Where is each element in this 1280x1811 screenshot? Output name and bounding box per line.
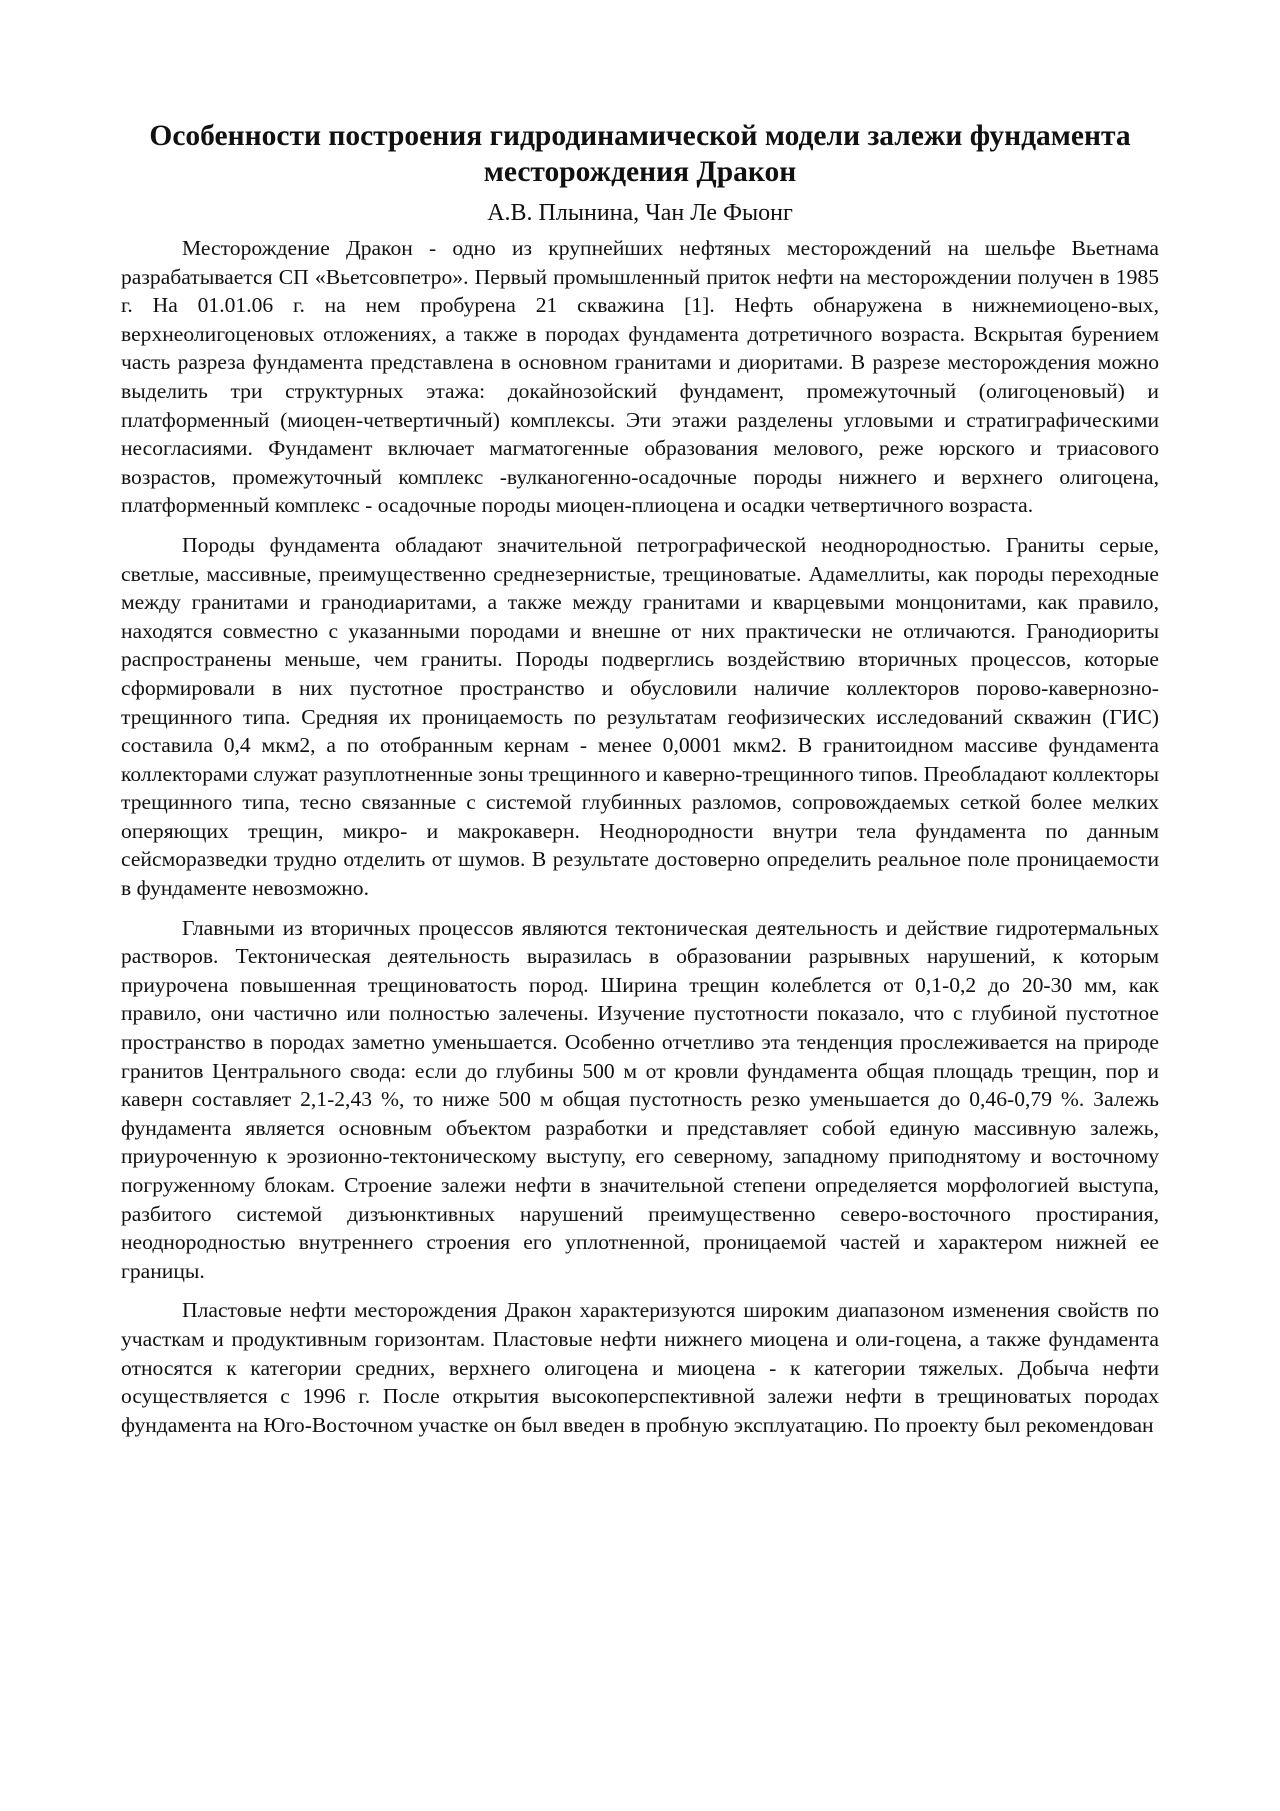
article-title: Особенности построения гидродинамической модели залежи фундамента месторождения Дракон xyxy=(149,120,1131,188)
paragraph-1: Месторождение Дракон - одно из крупнейших нефтяных месторождений на шельфе Вьетнама разрабатывается СП «Вьетсовпетро». Первый промышленный приток нефти на месторождении получен в 1985 г. На 01.01.06 г. на нем пробурена 21 скважина [1]. Нефть обнаружена в нижнемиоцено-вых, верхнеолигоценовых отложениях, а также в породах фундамента дотретичного возраста. Вскрытая бурением часть разреза фундамента представлена в основном гранитами и диоритами. В разрезе месторождения можно выделить три структурных этажа: докайнозойский фундамент, промежуточный (олигоценовый) и платформенный (миоцен-четвертичный) комплексы. Эти этажи разделены угловыми и стратиграфическими несогласиями. Фундамент включает магматогенные образования мелового, реже юрского и триасового возрастов, промежуточный комплекс -вулканогенно-осадочные породы нижнего и верхнего олигоцена, платформенный комплекс - осадочные породы миоцен-плиоцена и осадки четвертичного возраста. xyxy=(121,236,1159,518)
paragraph-3: Главными из вторичных процессов являются тектоническая деятельность и действие гидротермальных растворов. Тектоническая деятельность выразилась в образовании разрывных нарушений, к которым приурочена повышенная трещиноватость пород. Ширина трещин колеблется от 0,1-0,2 до 20-30 мм, как правило, они частично или полностью залечены. Изучение пустотности показало, что с глубиной пустотное пространство в породах заметно уменьшается. Особенно отчетливо эта тенденция прослеживается на природе гранитов Центрального свода: если до глубины 500 м от кровли фундамента общая площадь трещин, пор и каверн составляет 2,1-2,43 %, то ниже 500 м общая пустотность резко уменьшается до 0,46-0,79 %. Залежь фундамента является основным объектом разработки и представляет собой единую массивную залежь, приуроченную к эрозионно-тектоническому выступу, его северному, западному приподнятому и восточному погруженному блокам. Строение залежи нефти в значительной степени определяется морфологией выступа, разбитого системой дизъюнктивных нарушений преимущественно северо-восточного простирания, неоднородностью внутреннего строения его уплотненной, проницаемой частей и характером нижней ее границы. xyxy=(121,915,1159,1283)
paragraph-4: Пластовые нефти месторождения Дракон характеризуются широким диапазоном изменения свойств по участкам и продуктивным горизонтам. Пластовые нефти нижнего миоцена и оли-гоцена, а также фундамента относятся к категории средних, верхнего олигоцена и миоцена - к категории тяжелых. Добыча нефти осуществляется с 1996 г. После открытия высокоперспективной залежи нефти в трещиноватых породах фундамента на Юго-Восточном участке он был введен в пробную эксплуатацию. По проекту был рекомендован xyxy=(121,1298,1159,1437)
article-body xyxy=(121,118,1159,1450)
article-authors: А.В. Плынина, Чан Ле Фыонг xyxy=(487,200,793,226)
paragraph-2: Породы фундамента обладают значительной петрографической неоднородностью. Граниты серые, светлые, массивные, преимущественно среднезернистые, трещиноватые. Адамеллиты, как породы переходные между гранитами и гранодиаритами, а также между гранитами и кварцевыми монцонитами, как правило, находятся совместно с указанными породами и внешне от них практически не отличаются. Гранодиориты распространены меньше, чем граниты. Породы подверглись воздействию вторичных процессов, которые сформировали в них пустотное пространство и обусловили наличие коллекторов порово-кавернозно-трещинного типа. Средняя их проницаемость по результатам геофизических исследований скважин (ГИС) составила 0,4 мкм2, а по отобранным кернам - менее 0,0001 мкм2. В гранитоидном массиве фундамента коллекторами служат разуплотненные зоны трещинного и каверно-трещинного типов. Преобладают коллекторы трещинного типа, тесно связанные с системой глубинных разломов, сопровождаемых сеткой более мелких оперяющих трещин, микро- и макрокаверн. Неоднородности внутри тела фундамента по данным сейсморазведки трудно отделить от шумов. В результате достоверно определить реальное поле проницаемости в фундаменте невозможно. xyxy=(121,532,1159,901)
